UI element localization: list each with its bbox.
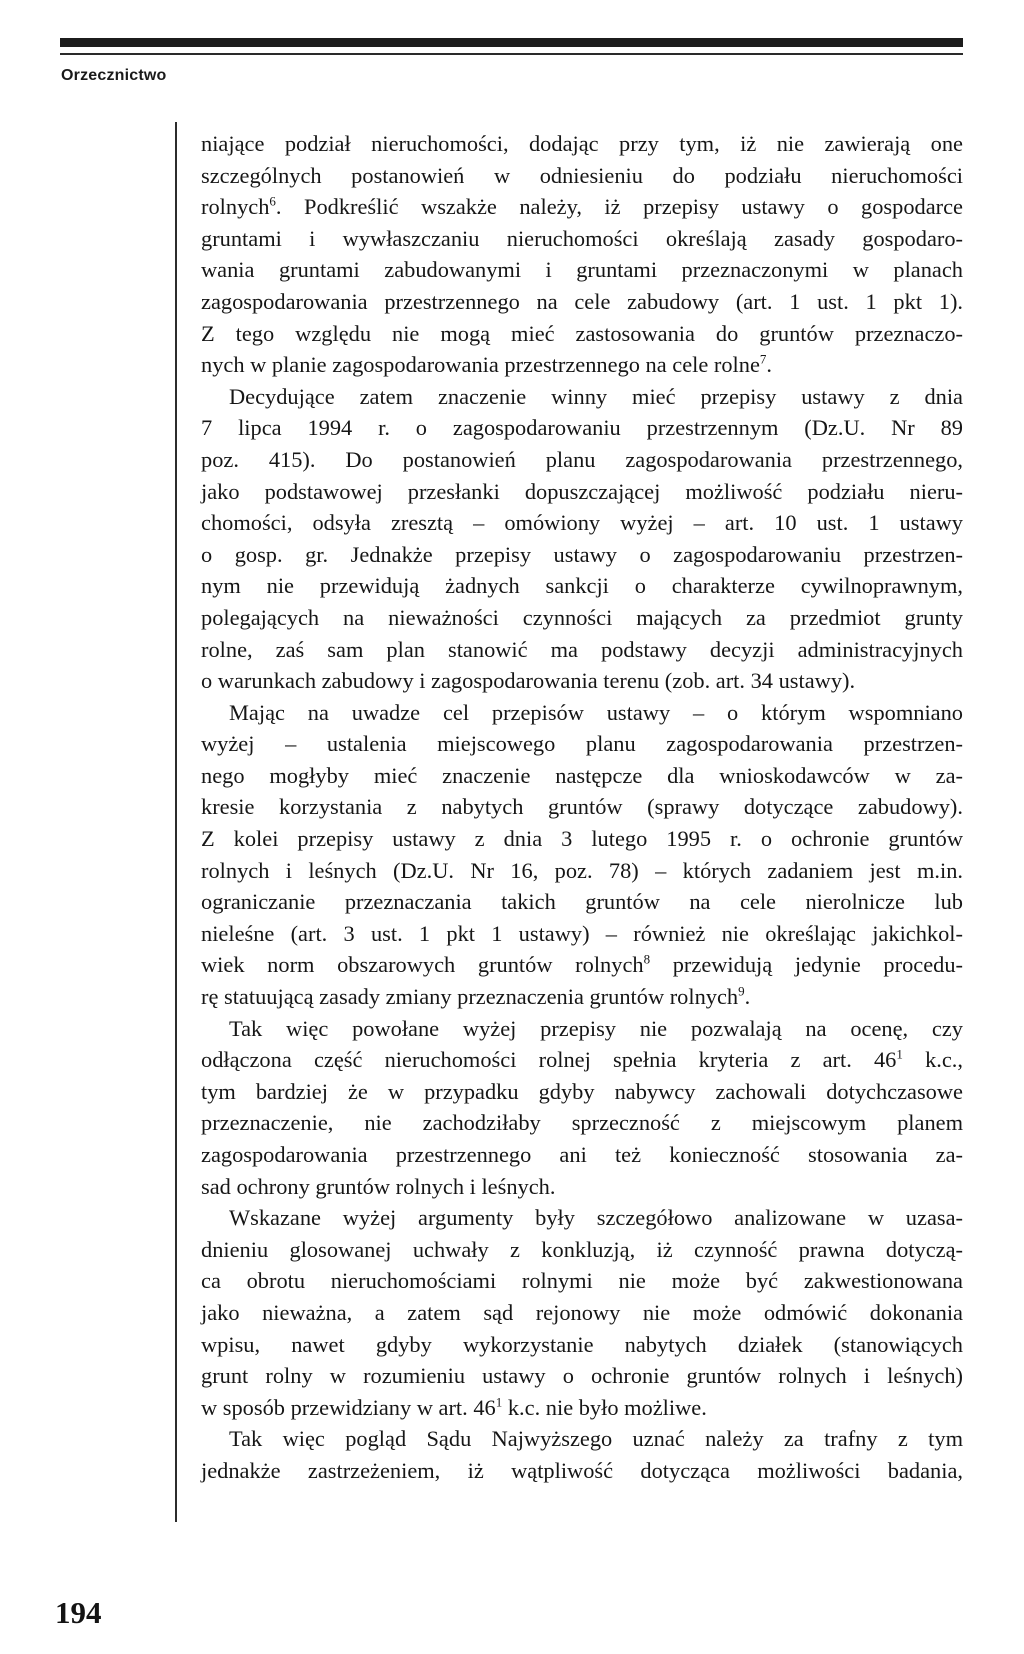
footnote-reference: 9 [738,983,745,999]
text-line [201,981,963,1013]
text-line-content: jako nieważna, a zatem sąd rejonowy nie może odmówić dokonania [201,1299,963,1325]
text-line-content: Mając na uwadze cel przepisów ustawy – o którym wspomniano [229,699,963,725]
text-line [201,855,963,887]
text-line-content: rolnych [201,194,270,220]
text-line [201,286,963,318]
footnote-reference: 1 [495,1394,503,1410]
text-line-content: odłączona część nieruchomości rolnej spełnia kryteria z art. 46 [201,1047,897,1073]
text-line [201,1329,963,1361]
text-line-content: dnieniu glosowanej uchwały z konkluzją, iż czynność prawna dotyczą- [201,1236,963,1262]
text-line [201,728,963,760]
text-line-content: grunt rolny w rozumieniu ustawy o ochronie gruntów rolnych i leśnych) [201,1363,963,1389]
section-title: Orzecznictwo [61,67,167,84]
text-line [201,1455,963,1487]
text-line-content: nym nie przewidują żadnych sankcji o charakterze cywilnoprawnym, [201,573,963,599]
text-line-continuation: k.c., [902,1047,963,1073]
text-line-content: rolne, zaś sam plan stanowić ma podstawy decyzji administracyjnych [201,636,963,662]
text-line-content: zagospodarowania przestrzennego ani też konieczność stosowania za- [201,1142,963,1167]
text-line-content: Tak więc pogląd Sądu Najwyższego uznać należy za trafny z tym [229,1426,963,1452]
text-line-content: chomości, odsyła zresztą – omówiony wyżej – art. 10 ust. 1 ustawy [201,510,963,536]
text-line-content: kresie korzystania z nabytych gruntów (sprawy dotyczące zabudowy). [201,794,963,820]
text-line-content: poz. 415). Do postanowień planu zagospodarowania przestrzennego, [201,446,963,472]
text-line-continuation: . [744,984,751,1010]
text-line [201,223,963,255]
text-line [201,1234,963,1266]
text-line-content: niające podział nieruchomości, dodając przy tym, iż nie zawierają one [201,131,963,156]
text-line [201,918,963,950]
footnote-reference: 8 [643,951,651,967]
text-line-content: zagospodarowania przestrzennego na cele zabudowy (art. 1 ust. 1 pkt 1). [201,288,963,314]
text-line [201,412,963,444]
text-line [201,634,963,666]
text-line [201,1044,963,1076]
text-line [201,1360,963,1392]
text-line [201,254,963,286]
text-line [201,1107,963,1139]
text-line-content: rę statuującą zasady zmiany przeznaczenia gruntów rolnych [201,984,739,1010]
text-line-content: wania gruntami zabudowanymi i gruntami przeznaczonymi w planach [201,257,963,283]
text-line-content: Z kolei przepisy ustawy z dnia 3 lutego 1995 r. o ochronie gruntów [201,826,963,852]
text-line-content: tym bardziej że w przypadku gdyby nabywcy zachowali dotychczasowe [201,1078,963,1104]
text-line [201,1265,963,1297]
text-line [201,791,963,823]
text-line-content: o warunkach zabudowy i zagospodarowania terenu (zob. art. 34 ustawy). [201,668,856,694]
text-line-content: sad ochrony gruntów rolnych i leśnych. [201,1173,556,1199]
footnote-reference: 7 [759,351,767,367]
text-line-content: jako podstawowej przesłanki dopuszczającej możliwość podziału nieru- [201,478,963,504]
text-line-content: Decydujące zatem znaczenie winny mieć przepisy ustawy z dnia [229,383,963,409]
text-line-content: nieleśne (art. 3 ust. 1 pkt 1 ustawy) – również nie określając jakichkol- [201,920,963,946]
text-line [201,665,963,697]
text-line-content: szczególnych postanowień w odniesieniu do podziału nieruchomości [201,162,963,188]
text-line [201,823,963,855]
text-line [201,349,963,381]
text-line-content: o gosp. gr. Jednakże przepisy ustawy o zagospodarowaniu przestrzen- [201,541,963,567]
text-line-content: 7 lipca 1994 r. o zagospodarowaniu przestrzennym (Dz.U. Nr 89 [201,415,963,441]
header-rule-thick [60,38,963,47]
text-line [201,1297,963,1329]
text-line [201,602,963,634]
text-line-continuation: k.c. nie było możliwe. [502,1394,707,1420]
text-line [201,539,963,571]
text-line [201,570,963,602]
text-line [201,476,963,508]
text-line [201,1392,963,1424]
text-line-content: Wskazane wyżej argumenty były szczegółowo analizowane w uzasa- [229,1205,963,1231]
text-line-content: Z tego względu nie mogą mieć zastosowania do gruntów przeznaczo- [201,320,963,346]
text-line-content: nych w planie zagospodarowania przestrzennego na cele rolne [201,352,760,378]
text-line-content: gruntami i wywłaszczaniu nieruchomości określają zasady gospodaro- [201,225,963,251]
text-line-content: ograniczanie przeznaczania takich gruntów na cele nierolnicze lub [201,889,963,915]
text-line [201,1139,963,1171]
text-line [201,1013,963,1045]
text-line-continuation: przewidują jedynie procedu- [650,952,963,978]
text-line [201,760,963,792]
text-line [201,697,963,729]
text-line [201,507,963,539]
body-text [201,128,963,1487]
text-line [201,949,963,981]
header-rule-thin [60,53,963,55]
text-line [201,1076,963,1108]
text-line-content: przeznaczenie, nie zachodziłaby sprzeczność z miejscowym planem [201,1110,963,1136]
footnote-reference: 1 [896,1046,903,1062]
text-line [201,1202,963,1234]
text-line-continuation: . [766,352,773,378]
text-line-content: jednakże zastrzeżeniem, iż wątpliwość dotycząca możliwości badania, [201,1457,963,1483]
text-line [201,191,963,223]
text-line-content: ca obrotu nieruchomościami rolnymi nie może być zakwestionowana [201,1268,963,1294]
text-line-continuation: . Podkreślić wszakże należy, iż przepisy ustawy o gospodarce [275,194,963,220]
text-line [201,128,963,160]
text-line-content: wyżej – ustalenia miejscowego planu zagospodarowania przestrzen- [201,731,963,757]
text-line-content: Tak więc powołane wyżej przepisy nie pozwalają na ocenę, czy [229,1015,963,1041]
page-number: 194 [55,1595,102,1630]
text-line-content: rolnych i leśnych (Dz.U. Nr 16, poz. 78) – których zadaniem jest m.in. [201,857,963,883]
footnote-reference: 6 [269,193,276,209]
margin-rule [175,122,177,1522]
text-line-content: wiek norm obszarowych gruntów rolnych [201,952,644,978]
text-line-content: nego mogłyby mieć znaczenie następcze dla wnioskodawców w za- [201,762,963,788]
text-line [201,1423,963,1455]
text-line-content: w sposób przewidziany w art. 46 [201,1394,496,1420]
text-line [201,886,963,918]
text-line [201,444,963,476]
text-line [201,318,963,350]
text-line [201,381,963,413]
text-line-content: wpisu, nawet gdyby wykorzystanie nabytych działek (stanowiących [201,1331,963,1357]
text-line [201,1171,963,1203]
text-line-content: polegających na nieważności czynności mających za przedmiot grunty [201,604,963,630]
text-line [201,160,963,192]
